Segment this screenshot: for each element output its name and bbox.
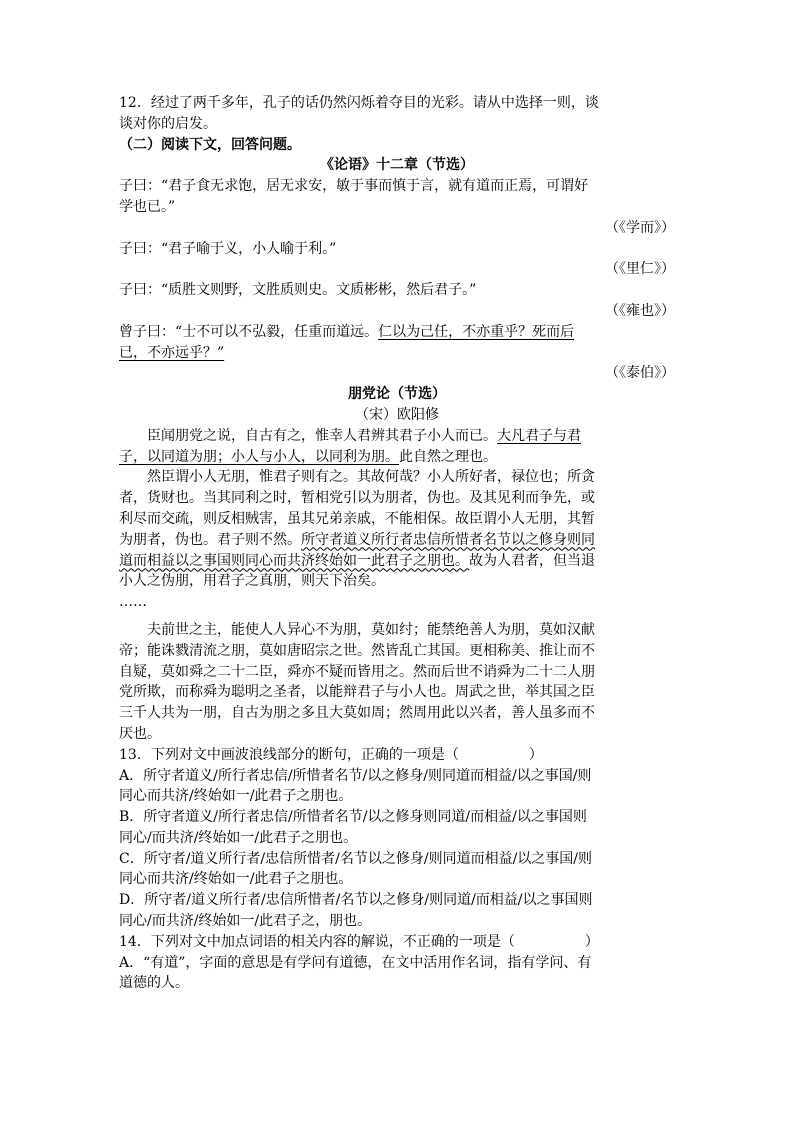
pengdang-para-2-line-4 [119,530,675,551]
lunyu-para-4-underlined-1: 仁以为己任，不亦重乎？死而后 [378,323,575,340]
pengdang-para-1-plain-2: 此自然之理也。 [399,448,497,465]
lunyu-para-2-source: （《里仁》） [605,261,675,278]
pengdang-para-1-line-2 [119,447,675,468]
pengdang-para-1-underlined-1: 大凡君子与君 [497,427,581,444]
lunyu-para-4-underlined-2: 已，不亦远乎？” [119,344,225,361]
question-14-option-a-line-2: 道德的人。 [119,975,189,992]
lunyu-para-4-line-1 [119,322,675,343]
question-14-stem: 14．下列对文中加点词语的相关内容的解说，不正确的一项是（ ） [119,933,599,950]
pengdang-para-2-line-5 [119,551,675,572]
lunyu-para-1-source: （《学而》） [605,219,675,236]
question-13-option-a-line-2: 同心而共济/终始如一/此君子之朋也。 [119,788,353,805]
lunyu-para-2: 子曰：“君子喻于义，小人喻于利。” [119,240,337,257]
pengdang-para-2-line-2: 者，货财也。当其同利之时，暂相党引以为朋者，伪也。及其见利而争先，或 [119,490,595,507]
lunyu-para-4-plain: 曾子曰：“士不可以不弘毅，任重而道远。 [119,323,379,340]
pengdang-para-2-line-6: 小人之伪朋，用君子之真朋，则天下治矣。 [119,573,385,590]
lunyu-title: 《论语》十二章（节选） [320,157,474,174]
pengdang-para-2-wavy-4: 所守者道义所行者忠信所惜者名节以之修身则同 [301,531,595,548]
lunyu-para-4-source: （《泰伯》） [605,365,675,382]
lunyu-para-3: 子曰：“质胜文则野，文胜质则史。文质彬彬，然后君子。” [119,282,477,299]
pengdang-para-1-underlined-2: 子，以同道为朋；小人与小人，以同利为朋。 [119,448,399,465]
pengdang-para-3-line-5: 三千人共为一朋，自古为朋之多且大莫如周；然周用此以兴者，善人虽多而不 [119,705,595,722]
pengdang-para-1-line-1 [119,426,675,447]
question-12-line-2: 谈对你的启发。 [119,115,217,132]
lunyu-para-1-line-2: 学也已。” [119,198,176,215]
lunyu-para-3-source: （《雍也》） [605,302,675,319]
pengdang-para-2-line-3: 利尽而交疏，则反相贼害，虽其兄弟亲戚，不能相保。故臣谓小人无朋，其暂 [119,510,595,527]
question-12-line-1: 12．经过了两千多年，孔子的话仍然闪烁着夺目的光彩。请从中选择一则，谈 [119,95,599,111]
question-14-option-a-line-1: A．“有道”，字面的意思是有学问有道德，在文中活用作名词，指有学问、有 [119,954,592,971]
question-13-option-a-line-1: A．所守者道义/所行者忠信/所惜者名节/以之修身/则同道而相益/以之事国/则 [119,767,592,784]
pengdang-para-2-line-1: 然臣谓小人无朋，惟君子则有之。其故何哉？小人所好者，禄位也；所贪 [147,469,595,486]
pengdang-para-3-line-6: 厌也。 [119,725,161,742]
pengdang-para-2-wavy-5: 道而相益以之事国则同心而共济终始如一此君子之朋也。 [119,552,469,569]
pengdang-ellipsis: …… [119,594,147,611]
question-13-option-d-line-2: 同心/而共济/终始如一/此君子之，朋也。 [119,913,372,930]
section-2-heading: （二）阅读下文，回答问题。 [119,136,301,153]
question-13-option-d-line-1: D．所守者/道义所行者/忠信所惜者/名节以之修身/则同道/而相益/以之事国则 [119,892,593,909]
pengdang-para-2-plain-4: 为朋者，伪也。君子则不然。 [119,531,301,548]
pengdang-para-3-line-1: 夫前世之主，能使人人异心不为朋，莫如纣；能禁绝善人为朋，莫如汉献 [147,621,595,638]
lunyu-para-1-line-1: 子曰：“君子食无求饱，居无求安，敏于事而慎于言，就有道而正焉，可谓好 [119,178,589,195]
pengdang-title: 朋党论（节选） [348,386,446,403]
lunyu-para-4-line-2 [119,343,675,364]
document-page [119,93,675,994]
pengdang-para-3-line-3: 自疑，莫如舜之二十二臣，舜亦不疑而皆用之。然而后世不诮舜为二十二人朋 [119,663,595,680]
question-13-option-b-line-1: B．所守者道义/所行者忠信/所惜者名节/以之修身则同道/而相益/以之事国则 [119,809,587,826]
question-13-option-b-line-2: 同心/而共济/终始如一/此君子之朋也。 [119,829,358,846]
question-13-option-c-line-2: 同心而共济/终始如一/此君子之朋也。 [119,871,353,888]
question-13-option-c-line-1: C．所守者/道义所行者/忠信所惜者/名节以之修身/则同道而相益/以之事国/则 [119,850,593,867]
pengdang-author: （宋）欧阳修 [355,406,439,423]
pengdang-para-3-line-4: 党所欺，而称舜为聪明之圣者，以能辩君子与小人也。周武之世，举其国之臣 [119,684,595,701]
pengdang-para-3-line-2: 帝；能诛戮清流之朋，莫如唐昭宗之世。然皆乱亡其国。更相称美、推让而不 [119,642,595,659]
pengdang-para-1-plain-1: 臣闻朋党之说，自古有之，惟幸人君辨其君子小人而已。 [147,427,497,444]
question-13-stem: 13．下列对文中画波浪线部分的断句，正确的一项是（ ） [119,746,543,763]
pengdang-para-2-plain-5: 故为人君者，但当退 [469,552,595,569]
